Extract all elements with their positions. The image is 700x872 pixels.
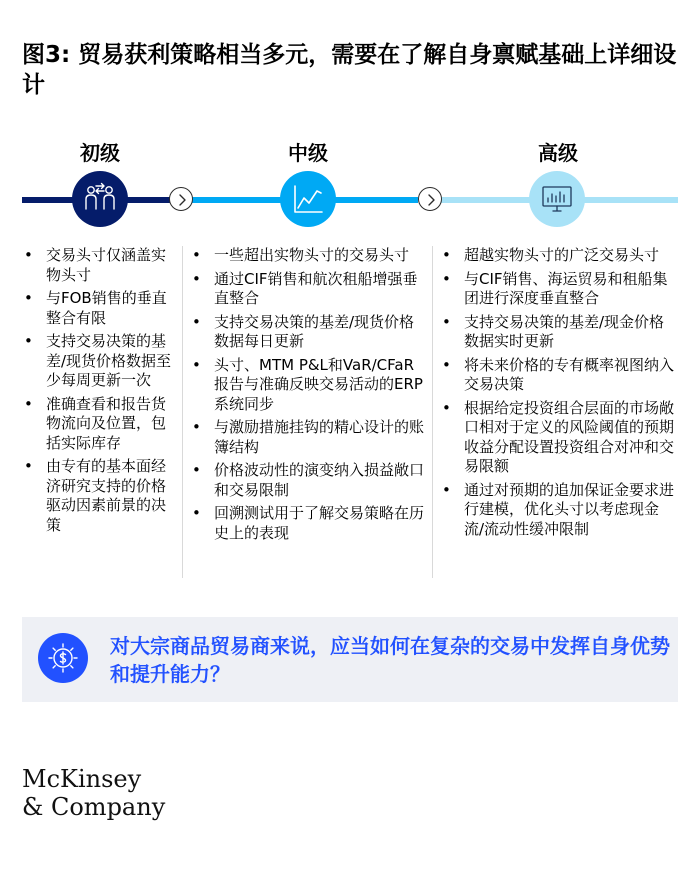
- stage-label-advanced: 高级: [538, 141, 578, 165]
- page-title: 图3: 贸易获利策略相当多元，需要在了解自身禀赋基础上详细设计: [22, 42, 677, 98]
- callout-question: 对大宗商品贸易商来说，应当如何在复杂的交易中发挥自身优势和提升能力？: [110, 634, 670, 686]
- list-item: • 交易头寸仅涵盖实物头寸: [22, 246, 174, 285]
- stage-label-intermediate: 中级: [288, 141, 328, 165]
- logo-line-2: & Company: [22, 793, 166, 821]
- mckinsey-logo: [22, 765, 165, 821]
- list-item: • 一些超出实物头寸的交易头寸: [190, 246, 426, 266]
- list-item: • 支持交易决策的基差/现货价格数据至少每周更新一次: [22, 332, 174, 391]
- chevron-right-icon: [169, 187, 193, 211]
- list-item: • 回溯测试用于了解交易策略在历史上的表现: [190, 504, 426, 543]
- list-item: • 与CIF销售、海运贸易和租船集团进行深度垂直整合: [440, 270, 678, 309]
- list-item: • 超越实物头寸的广泛交易头寸: [440, 246, 678, 266]
- list-item: • 将未来价格的专有概率视图纳入交易决策: [440, 356, 678, 395]
- monitor-chart-icon: [529, 171, 585, 227]
- logo-line-1: McKinsey: [22, 765, 142, 793]
- list-item: • 与激励措施挂钩的精心设计的账簿结构: [190, 418, 426, 457]
- list-item: • 价格波动性的演变纳入损益敞口和交易限制: [190, 461, 426, 500]
- list-item: • 通过CIF销售和航次租船增强垂直整合: [190, 270, 426, 309]
- list-item: • 由专有的基本面经济研究支持的价格驱动因素前景的决策: [22, 457, 174, 535]
- line-chart-icon: [280, 171, 336, 227]
- list-item: • 准确查看和报告货物流向及位置，包括实际库存: [22, 395, 174, 454]
- stage-column-basic: [22, 246, 174, 539]
- list-item: • 与FOB销售的垂直整合有限: [22, 289, 174, 328]
- stage-column-intermediate: [190, 246, 426, 547]
- list-item: • 支持交易决策的基差/现货价格数据每日更新: [190, 313, 426, 352]
- gear-dollar-icon: [38, 633, 88, 683]
- list-item: • 头寸、MTM P&L和VaR/CFaR 报告与准确反映交易活动的ERP系统同步: [190, 356, 426, 415]
- stage-column-advanced: [440, 246, 678, 543]
- callout-box: [22, 617, 678, 702]
- column-divider: [182, 246, 183, 578]
- list-item: • 通过对预期的追加保证金要求进行建模，优化头寸以考虑现金流/流动性缓冲限制: [440, 481, 678, 540]
- list-item: • 根据给定投资组合层面的市场敞口相对于定义的风险阈值的预期收益分配设置投资组合对冲和交易限额: [440, 399, 678, 477]
- people-exchange-icon: [72, 171, 128, 227]
- stage-label-basic: 初级: [80, 141, 120, 165]
- list-item: • 支持交易决策的基差/现金价格数据实时更新: [440, 313, 678, 352]
- chevron-right-icon: [418, 187, 442, 211]
- column-divider: [432, 246, 433, 578]
